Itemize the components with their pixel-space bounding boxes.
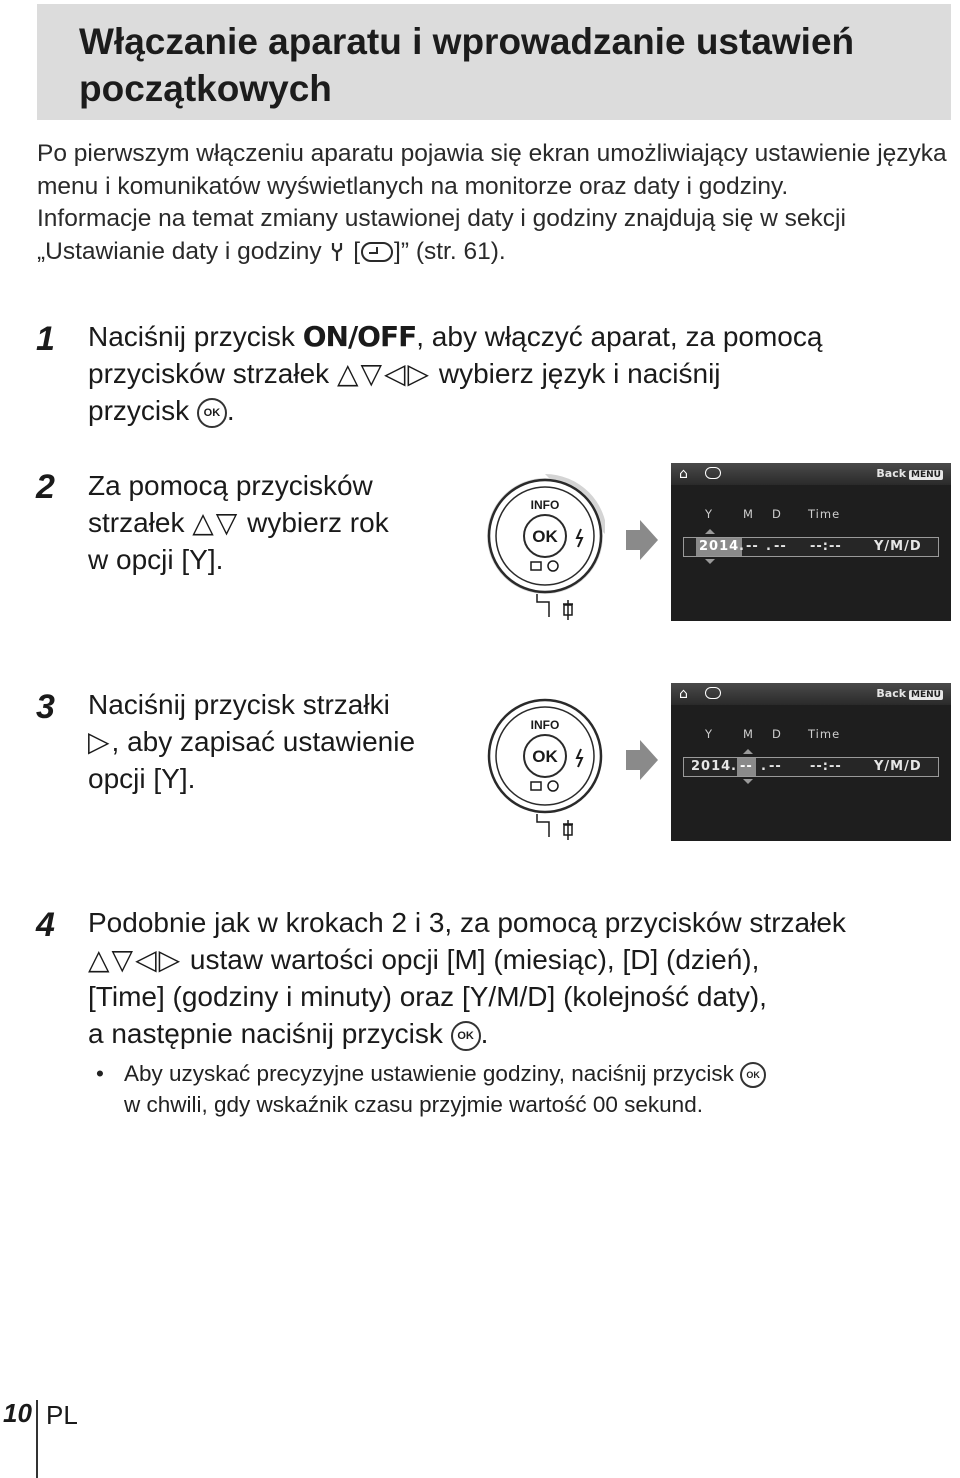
title-line-2: początkowych	[79, 68, 332, 109]
screen-topbar	[671, 683, 951, 705]
arrow-keys-icon: △▽◁▷	[88, 944, 183, 975]
clock-icon	[360, 241, 394, 263]
col-day-label: D	[772, 507, 782, 521]
control-dial-right-icon	[485, 682, 605, 847]
intro-p2-text: Informacje na temat zmiany ustawionej daty i godziny znajdują się w sekcji „Ustawianie daty i godziny	[37, 205, 846, 265]
ok-button-icon: OK	[451, 1021, 481, 1051]
col-day-label: D	[772, 727, 782, 741]
step-1-text	[88, 318, 908, 429]
arrow-keys-icon: △▽◁▷	[336, 358, 432, 389]
clock-icon	[705, 687, 721, 699]
col-time-label: Time	[808, 507, 841, 521]
intro-p2-ref: ]” (str. 61).	[394, 237, 506, 265]
onoff-button-label: ON/OFF	[302, 320, 417, 353]
next-arrow-icon	[626, 740, 658, 780]
bullet-dot: •	[96, 1061, 104, 1086]
tip-text-a: Aby uzyskać precyzyjne ustawienie godziny, naciśnij przycisk	[124, 1061, 734, 1086]
step-2-line-2b: wybierz rok	[247, 507, 389, 538]
separator: .	[731, 759, 737, 774]
back-label: Back MENU	[876, 467, 941, 480]
tip-text-b: w chwili, gdy wskaźnik czasu przyjmie wartość 00 sekund.	[124, 1092, 703, 1117]
separator: .	[766, 539, 772, 554]
camera-screen-2	[671, 683, 951, 841]
step-1-line-c: przycisków strzałek	[88, 358, 330, 389]
menu-chip: MENU	[911, 470, 941, 480]
intro-p2-bracket-open: [	[353, 237, 361, 265]
time-value: --:--	[810, 759, 842, 774]
screen-topbar	[671, 463, 951, 485]
step-1-line-e: przycisk	[88, 395, 190, 426]
time-value: --:--	[810, 539, 842, 554]
language-code: PL	[46, 1400, 78, 1430]
step-2-line-3: w opcji [Y].	[88, 544, 224, 575]
arrow-right-icon: ▷	[88, 726, 112, 757]
ok-button-icon: OK	[197, 398, 227, 428]
col-year-label: Y	[705, 507, 714, 521]
separator: .	[761, 759, 767, 774]
step-2-line-2a: strzałek	[88, 507, 185, 538]
step-3-line-2: , aby zapisać ustawienie	[111, 726, 416, 757]
step-2-number: 2	[36, 468, 55, 506]
down-indicator-icon	[705, 559, 715, 564]
home-icon: ⌂	[679, 466, 688, 482]
col-month-label: M	[743, 507, 754, 521]
step-3-line-1: Naciśnij przycisk strzałki	[88, 689, 390, 720]
month-value: --	[746, 539, 759, 554]
step-4-line-3: [Time] (godziny i minuty) oraz [Y/M/D] (kolejność daty),	[88, 981, 767, 1012]
arrow-up-down-icon: △▽	[192, 507, 240, 538]
month-value: --	[737, 758, 756, 776]
intro-paragraph-1: Po pierwszym włączeniu aparatu pojawia się ekran umożliwiający ustawienie języka menu i komunikatów wyświetlanych na monitorze oraz daty i godziny.	[37, 140, 947, 200]
step-4-line-4: a następnie naciśnij przycisk	[88, 1018, 443, 1049]
up-indicator-icon	[705, 529, 715, 534]
step-2-text	[88, 467, 468, 578]
title-banner	[37, 4, 951, 120]
separator: .	[739, 539, 745, 554]
step-3-line-3: opcji [Y].	[88, 763, 196, 794]
step-1-number: 1	[36, 320, 55, 358]
step-4-number: 4	[36, 906, 55, 944]
footer-divider	[36, 1400, 38, 1478]
dial-ok-label: OK	[532, 747, 558, 766]
camera-screen-1	[671, 463, 951, 621]
step-4-text	[88, 904, 948, 1052]
home-icon: ⌂	[679, 686, 688, 702]
page-title	[79, 18, 854, 112]
ok-button-icon: OK	[740, 1062, 766, 1088]
step-1-period: .	[226, 395, 235, 426]
day-value: --	[769, 759, 782, 774]
order-value: Y/M/D	[874, 539, 922, 554]
dial-info-label: INFO	[530, 498, 560, 512]
step-1-line-d: wybierz język i naciśnij	[438, 358, 721, 389]
col-year-label: Y	[705, 727, 714, 741]
title-line-1: Włączanie aparatu i wprowadzanie ustawień	[79, 21, 855, 62]
col-month-label: M	[743, 727, 754, 741]
step-2-line-1: Za pomocą przycisków	[88, 470, 373, 501]
control-dial-up-icon	[485, 462, 605, 627]
up-indicator-icon	[743, 749, 753, 754]
col-time-label: Time	[808, 727, 841, 741]
step-1-line-a: Naciśnij przycisk	[88, 321, 295, 352]
step-3-number: 3	[36, 688, 55, 726]
step-4-line-2: ustaw wartości opcji [M] (miesiąc), [D] (dzień),	[189, 944, 760, 975]
step-4-period: .	[480, 1018, 489, 1049]
clock-icon	[705, 467, 721, 479]
day-value: --	[774, 539, 787, 554]
step-3-text	[88, 686, 468, 797]
intro-paragraph-2	[37, 203, 947, 268]
page-number: 10	[3, 1398, 32, 1428]
year-value: 2014	[696, 538, 742, 556]
down-indicator-icon	[743, 779, 753, 784]
order-value: Y/M/D	[874, 759, 922, 774]
next-arrow-icon	[626, 520, 658, 560]
dial-info-label: INFO	[530, 718, 560, 732]
step-4-line-1: Podobnie jak w krokach 2 i 3, za pomocą przycisków strzałek	[88, 907, 846, 938]
menu-chip: MENU	[911, 690, 941, 700]
date-row	[683, 757, 939, 777]
wrench-icon	[330, 242, 344, 262]
dial-ok-label: OK	[532, 527, 558, 546]
back-label: Back MENU	[876, 687, 941, 700]
year-value: 2014	[691, 759, 732, 774]
intro-text	[37, 138, 947, 268]
date-row	[683, 537, 939, 557]
step-1-line-b: , aby włączyć aparat, za pomocą	[416, 321, 823, 352]
